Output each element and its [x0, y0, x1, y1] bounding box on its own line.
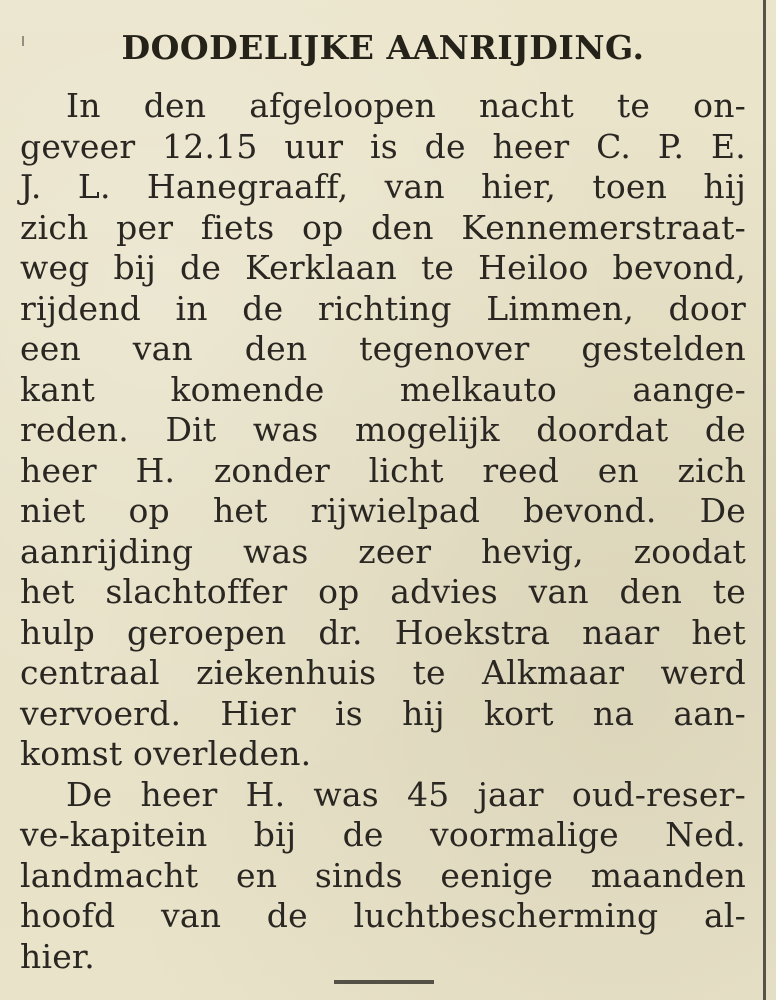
text-line: het slachtoffer op advies van den te: [20, 572, 746, 611]
paragraph-2: [20, 775, 746, 978]
text-line: vervoerd. Hier is hij kort na aan-: [20, 693, 746, 733]
text-line: weg bij de Kerklaan te Heiloo bevond,: [20, 248, 746, 287]
text-line: een van den tegenover gestelden: [20, 329, 746, 368]
text-line: hier.: [20, 936, 95, 976]
text-line: De heer H. was 45 jaar oud-reser-: [66, 774, 746, 814]
article-body: [20, 86, 746, 977]
text-line: J. L. Hanegraaff, van hier, toen hij: [20, 167, 746, 206]
text-line: hulp geroepen dr. Hoekstra naar het: [20, 612, 746, 652]
text-line: ve-kapitein bij de voormalige Ned.: [20, 815, 746, 854]
column-rule: [763, 0, 766, 1000]
text-line: reden. Dit was mogelijk doordat de: [20, 410, 746, 449]
text-line: geveer 12.15 uur is de heer C. P. E.: [20, 126, 746, 166]
text-line: hoofd van de luchtbescherming al-: [20, 896, 746, 935]
text-line: centraal ziekenhuis te Alkmaar werd: [20, 653, 746, 692]
text-line: rijdend in de richting Limmen, door: [20, 288, 746, 328]
text-line: zich per fiets op den Kennemerstraat-: [20, 207, 746, 247]
text-line: heer H. zonder licht reed en zich: [20, 450, 746, 490]
article-headline: DOODELIJKE AANRIJDING.: [121, 28, 645, 67]
text-line: landmacht en sinds eenige maanden: [20, 855, 746, 895]
text-line: In den afgeloopen nacht te on-: [66, 86, 746, 125]
text-line: komst overleden.: [20, 734, 312, 773]
paragraph-1: [20, 86, 746, 775]
text-line: aanrijding was zeer hevig, zoodat: [20, 531, 746, 571]
text-line: niet op het rijwielpad bevond. De: [20, 491, 746, 530]
section-divider: [334, 980, 434, 984]
text-line: kant komende melkauto aange-: [20, 369, 746, 409]
